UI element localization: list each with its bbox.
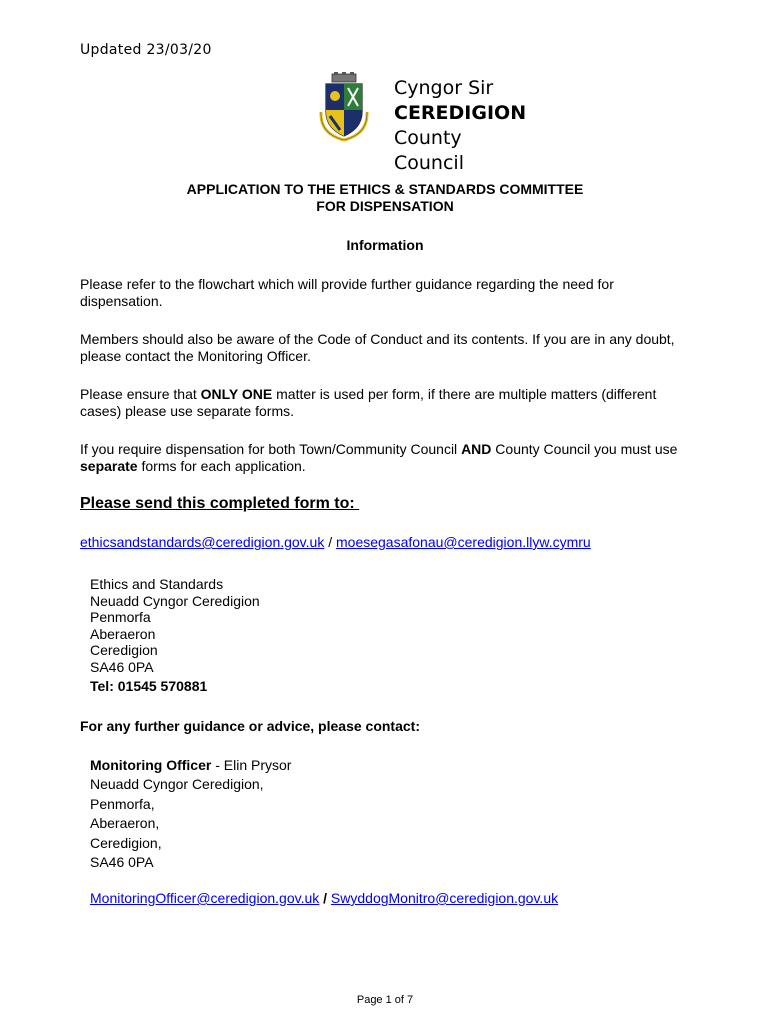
- swyddog-monitro-email-link[interactable]: SwyddogMonitro@ceredigion.gov.uk: [330, 890, 559, 906]
- title-line-1: APPLICATION TO THE ETHICS & STANDARDS COMMITTEE: [186, 181, 584, 197]
- address-line: Ceredigion: [90, 642, 158, 659]
- paragraph-flowchart: Please refer to the flowchart which will provide further guidance regarding the need for dispensation.: [80, 276, 614, 309]
- paragraph-only-one: [80, 386, 690, 420]
- council-logo-text: [394, 76, 554, 174]
- address-line: Aberaeron: [90, 625, 156, 642]
- officer-line: [90, 756, 291, 775]
- officer-title: Monitoring Officer: [90, 757, 212, 773]
- paragraph-separate-forms: [80, 441, 690, 475]
- address-line: Aberaeron,: [90, 815, 160, 832]
- p4-text-c: County Council you must use: [491, 441, 678, 457]
- p4-bold-and: AND: [461, 441, 492, 457]
- officer-emails: [90, 890, 558, 906]
- updated-date: Updated 23/03/20: [80, 42, 212, 58]
- p3-bold-only-one: ONLY ONE: [200, 386, 273, 402]
- p4-text-e: forms for each application.: [137, 458, 306, 474]
- address-line: Penmorfa: [90, 609, 151, 626]
- address-line: SA46 0PA: [90, 658, 154, 675]
- document-title: [0, 181, 770, 215]
- logo-line-cyngor-sir: Cyngor Sir: [394, 77, 494, 99]
- page-number: Page 1 of 7: [356, 994, 414, 1006]
- title-line-2: FOR DISPENSATION: [316, 198, 454, 214]
- logo-line-county: County: [394, 127, 462, 149]
- address-line: Neuadd Cyngor Ceredigion: [90, 592, 260, 609]
- information-heading: Information: [346, 237, 424, 253]
- address-line: Ethics and Standards: [90, 576, 224, 592]
- ethics-email-link[interactable]: ethicsandstandards@ceredigion.gov.uk: [80, 534, 325, 550]
- address-line: Ceredigion,: [90, 834, 162, 851]
- paragraph-code-of-conduct: Members should also be aware of the Code of Conduct and its contents. If you are in any doubt, please contact the Monitoring Officer.: [80, 331, 675, 364]
- postal-address: [90, 576, 260, 694]
- ceredigion-crest-logo: [318, 72, 370, 142]
- telephone: Tel: 01545 570881: [90, 677, 208, 694]
- monitoring-officer-address: [90, 756, 291, 872]
- guidance-heading: For any further guidance or advice, please contact:: [80, 718, 420, 734]
- p3-text-c: matter is used per form, if there are multiple matters (different cases) please use separate forms.: [80, 386, 657, 419]
- logo-line-council: Council: [394, 152, 464, 174]
- send-emails: [80, 534, 591, 550]
- officer-name: - Elin Prysor: [211, 757, 292, 773]
- email-separator: /: [324, 534, 336, 550]
- p4-text-a: If you require dispensation for both Town/Community Council: [80, 441, 462, 457]
- p4-bold-separate: separate: [80, 458, 138, 474]
- moesega-email-link[interactable]: moesegasafonau@ceredigion.llyw.cymru: [336, 534, 591, 550]
- logo-line-ceredigion: CEREDIGION: [394, 102, 527, 124]
- p3-text-a: Please ensure that: [80, 386, 201, 402]
- send-form-heading: Please send this completed form to:: [80, 495, 360, 512]
- address-line: Penmorfa,: [90, 795, 155, 812]
- email-separator: /: [319, 890, 331, 906]
- monitoring-officer-email-link[interactable]: MonitoringOfficer@ceredigion.gov.uk: [90, 890, 320, 906]
- address-line: Neuadd Cyngor Ceredigion,: [90, 776, 264, 793]
- address-line: SA46 0PA: [90, 854, 154, 871]
